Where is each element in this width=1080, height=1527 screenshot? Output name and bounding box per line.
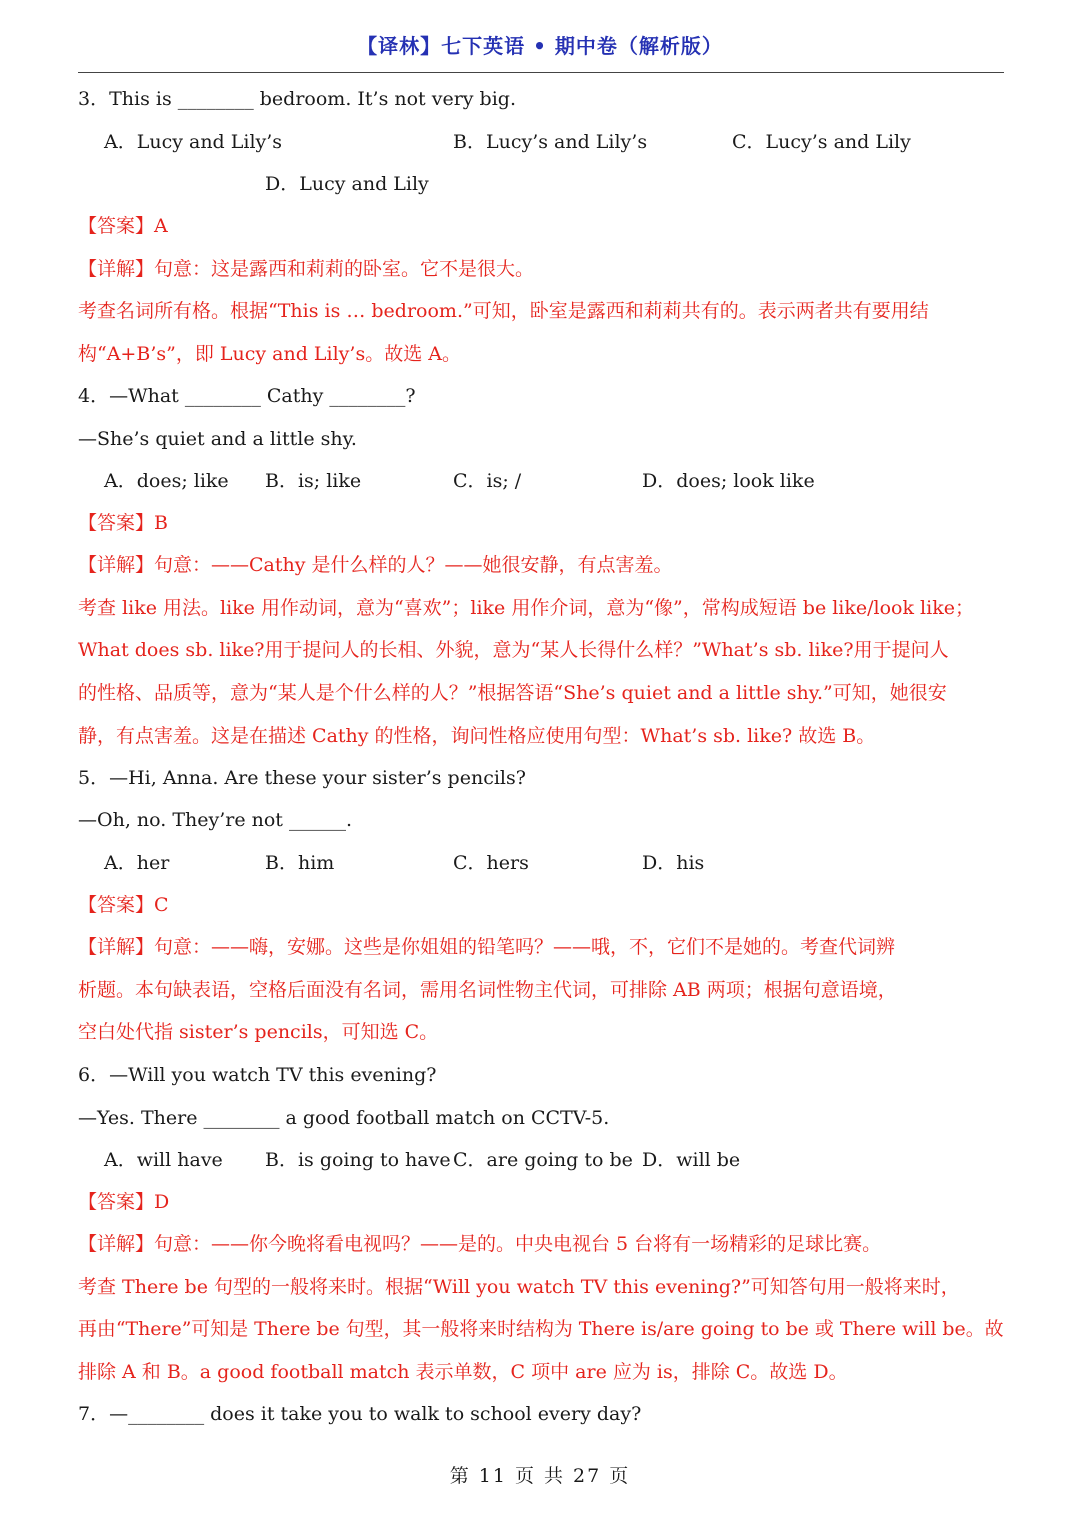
option-b: B．is going to have: [265, 1149, 451, 1171]
explanation-line: 考查名词所有格。根据“This is … bedroom.”可知，卧室是露西和莉莉共有的。表示两者共有要用结: [78, 300, 929, 322]
explanation-line: 【详解】句意：这是露西和莉莉的卧室。它不是很大。: [78, 258, 535, 280]
explanation-line: 构“A+B’s”，即 Lucy and Lily’s。故选 A。: [78, 343, 461, 365]
option-c: C．are going to be: [453, 1149, 633, 1171]
explanation-line: 考查 like 用法。like 用作动词，意为“喜欢”；like 用作介词，意为“像”，常构成短语 be like/look like；: [78, 597, 974, 619]
explanation-line: 空白处代指 sister’s pencils，可知选 C。: [78, 1021, 439, 1043]
explanation-line: 静，有点害羞。这是在描述 Cathy 的性格，询问性格应使用句型：What’s sb. like? 故选 B。: [78, 725, 876, 747]
option-a: A．will have: [104, 1149, 223, 1171]
answer: 【答案】A: [78, 215, 168, 237]
header-divider: [78, 72, 1004, 73]
option-b: B．is; like: [265, 470, 362, 492]
answer: 【答案】D: [78, 1191, 170, 1213]
answer: 【答案】C: [78, 894, 169, 916]
explanation-line: 【详解】句意：——Cathy 是什么样的人？——她很安静，有点害羞。: [78, 554, 673, 576]
answer: 【答案】B: [78, 512, 168, 534]
option-c: C．hers: [453, 852, 529, 874]
question-stem: 7．—________ does it take you to walk to school every day?: [78, 1403, 642, 1425]
explanation-line: 析题。本句缺表语，空格后面没有名词，需用名词性物主代词，可排除 AB 两项；根据句意语境，: [78, 979, 897, 1001]
explanation-line: 【详解】句意：——你今晚将看电视吗？——是的。中央电视台 5 台将有一场精彩的足球比赛。: [78, 1233, 882, 1255]
option-d: D．his: [642, 852, 705, 874]
option-b: B．him: [265, 852, 335, 874]
option-d: D．does; look like: [642, 470, 815, 492]
explanation-line: 排除 A 和 B。a good football match 表示单数，C 项中 are 应为 is，排除 C。故选 D。: [78, 1361, 848, 1383]
option-a: A．does; like: [104, 470, 229, 492]
option-d: D．will be: [642, 1149, 741, 1171]
option-d: D．Lucy and Lily: [265, 173, 429, 195]
page-number: 第 11 页 共 27 页: [449, 1465, 631, 1487]
question-reply: —Yes. There ________ a good football match on CCTV-5.: [78, 1107, 610, 1129]
question-stem: 6．—Will you watch TV this evening?: [78, 1064, 437, 1086]
option-a: A．Lucy and Lily’s: [104, 131, 283, 153]
explanation-line: 考查 There be 句型的一般将来时。根据“Will you watch TV this evening?”可知答句用一般将来时，: [78, 1276, 960, 1298]
question-stem: 5．—Hi, Anna. Are these your sister’s pencils?: [78, 767, 526, 789]
option-c: C．Lucy’s and Lily: [732, 131, 911, 153]
page-header-title: 【译林】七下英语 • 期中卷（解析版）: [357, 34, 723, 58]
question-reply: —Oh, no. They’re not ______.: [78, 809, 352, 831]
option-c: C．is; /: [453, 470, 522, 492]
question-reply: —She’s quiet and a little shy.: [78, 428, 357, 450]
explanation-line: 【详解】句意：——嗨，安娜。这些是你姐姐的铅笔吗？——哦，不，它们不是她的。考查代词辨: [78, 936, 896, 958]
question-stem: 3．This is ________ bedroom. It’s not very big.: [78, 88, 516, 110]
explanation-line: 的性格、品质等，意为“某人是个什么样的人？”根据答语“She’s quiet and a little shy.”可知，她很安: [78, 682, 947, 704]
question-stem: 4．—What ________ Cathy ________?: [78, 385, 416, 407]
explanation-line: What does sb. like?用于提问人的长相、外貌，意为“某人长得什么样？”What’s sb. like?用于提问人: [78, 639, 949, 661]
explanation-line: 再由“There”可知是 There be 句型，其一般将来时结构为 There is/are going to be 或 There will be。故: [78, 1318, 1004, 1340]
option-b: B．Lucy’s and Lily’s: [453, 131, 648, 153]
option-a: A．her: [104, 852, 170, 874]
